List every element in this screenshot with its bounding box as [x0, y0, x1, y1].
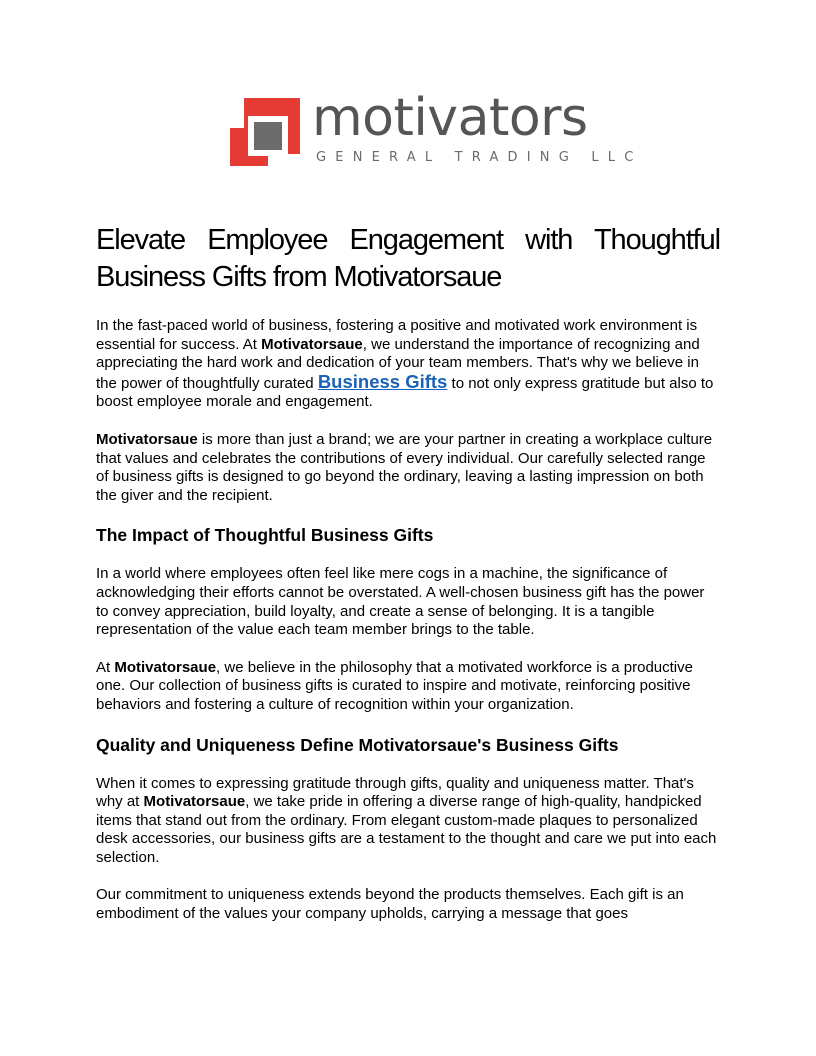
company-logo [228, 88, 643, 172]
brand-name: Motivatorsaue [143, 793, 246, 811]
brand-name: Motivatorsaue [114, 658, 217, 676]
section-heading-quality: Quality and Uniqueness Define Motivatorsaue's Business Gifts [96, 734, 619, 755]
logo-subtitle: GENERAL TRADING LLC [316, 150, 643, 165]
article-title: Elevate Employee Engagement with Thoughtful Business Gifts from Motivatorsaue [96, 224, 720, 293]
logo-squares-icon [228, 96, 304, 172]
business-gifts-link[interactable]: Business Gifts [317, 370, 448, 392]
brand-paragraph: Motivatorsaue is more than just a brand; we are your partner in creating a workplace culture that values and celebrates the contributions of every individual. Our carefully selected range of business gifts is designed to go beyond the ordinary, leaving a lasting impression on both the giver and the recipient. [96, 430, 713, 504]
brand-name: Motivatorsaue [96, 430, 198, 448]
impact-paragraph: In a world where employees often feel like mere cogs in a machine, the significance of acknowledging their efforts cannot be overstated. A well-chosen business gift has the power to convey appreciation, build loyalty, and create a sense of belonging. It is a tangible representation of the value each team member brings to the table. [96, 565, 705, 639]
intro-paragraph: In the fast-paced world of business, fostering a positive and motivated work environment is essential for success. At Motivatorsaue, we understand the importance of recognizing and appreciating the hard work and dedication of your team members. That's why we believe in the power of thoughtfully curated Business Gifts to not only express gratitude but also to boost employee morale and engagement. [96, 317, 714, 411]
philosophy-paragraph: At Motivatorsaue, we believe in the philosophy that a motivated workforce is a productive one. Our collection of business gifts is curated to inspire and motivate, reinforcing positive behaviors and fostering a culture of recognition within your organization. [96, 658, 693, 713]
uniqueness-paragraph: Our commitment to uniqueness extends beyond the products themselves. Each gift is an embodiment of the values your company upholds, carrying a message that goes [96, 886, 684, 923]
logo-name: motivators [312, 88, 588, 148]
quality-paragraph: When it comes to expressing gratitude through gifts, quality and uniqueness matter. That's why at Motivatorsaue, we take pride in offering a diverse range of high-quality, handpicked items that stand out from the ordinary. From elegant custom-made plaques to personalized desk accessories, our business gifts are a testament to the thought and care we put into each selection. [96, 774, 717, 866]
section-heading-impact: The Impact of Thoughtful Business Gifts [96, 525, 434, 546]
brand-name: Motivatorsaue [261, 335, 363, 353]
article-body [96, 222, 720, 943]
